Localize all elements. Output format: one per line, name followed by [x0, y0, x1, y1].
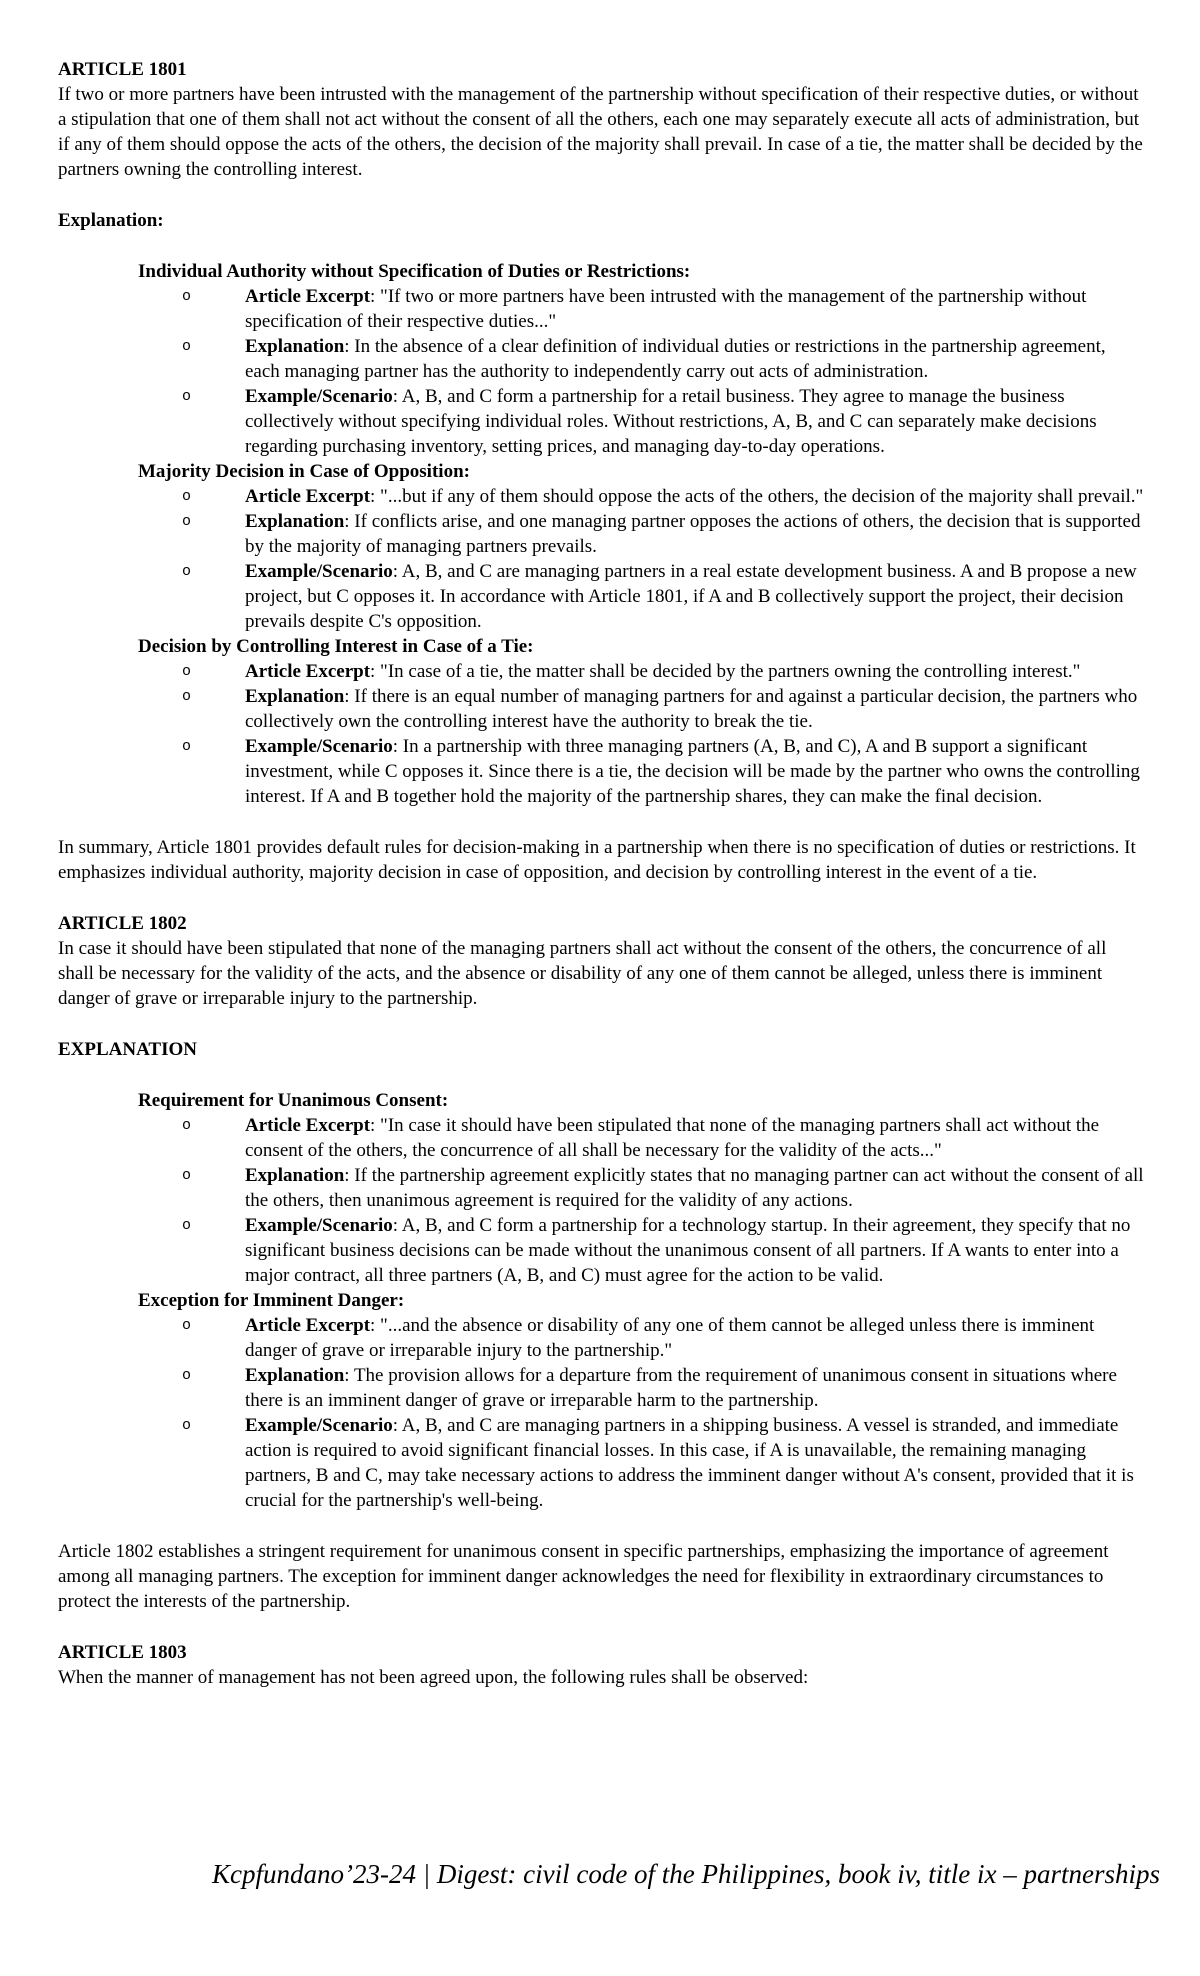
list-item: [182, 1363, 1145, 1413]
list-item-label: Example/Scenario: [245, 386, 393, 407]
article-1803-section: [58, 1640, 1145, 1690]
group-title-unanimous-consent: Requirement for Unanimous Consent:: [138, 1090, 449, 1111]
article-1803-text: When the manner of management has not been agreed upon, the following rules shall be observed:: [58, 1667, 809, 1688]
list-item-body: : In a partnership with three managing partners (A, B, and C), A and B support a significant investment, while C opposes it. Since there is a tie, the decision will be made by the partner who owns the controlling interest. If A and B together hold the majority of the partnership shares, they can make the final decision.: [245, 736, 1140, 807]
bullet-marker: o: [182, 1317, 192, 1334]
list-item: [182, 484, 1145, 509]
list-item-body: : In the absence of a clear definition of individual duties or restrictions in the partnership agreement, each managing partner has the authority to independently carry out acts of administration.: [245, 336, 1106, 382]
list-item: [182, 659, 1145, 684]
list-item: [182, 1113, 1145, 1163]
bullet-marker: o: [182, 513, 192, 530]
list-item-label: Example/Scenario: [245, 1215, 393, 1236]
article-1802-summary: Article 1802 establishes a stringent requirement for unanimous consent in specific partnerships, emphasizing the importance of agreement among all managing partners. The exception for imminent danger acknowledges the need for flexibility in extraordinary circumstances to protect the interests of the partnership.: [58, 1541, 1109, 1612]
list-item-text: [245, 1413, 1145, 1513]
list-item-text: [245, 1313, 1145, 1363]
list-item-body: : "If two or more partners have been intrusted with the management of the partnership without specification of their respective duties...": [245, 286, 1087, 332]
bullet-marker: o: [182, 563, 192, 580]
list-item-label: Explanation: [245, 511, 345, 532]
bullet-marker: o: [182, 488, 192, 505]
bullet-marker: o: [182, 288, 192, 305]
list-item-body: : A, B, and C are managing partners in a real estate development business. A and B propose a new project, but C opposes it. In accordance with Article 1801, if A and B collectively support the project, their decision prevails despite C's opposition.: [245, 561, 1137, 632]
bullet-marker: o: [182, 663, 192, 680]
list-item-label: Explanation: [245, 336, 345, 357]
list-item-body: : "...and the absence or disability of any one of them cannot be alleged unless there is imminent danger of grave or irreparable injury to the partnership.": [245, 1315, 1095, 1361]
list-item-body: : A, B, and C are managing partners in a shipping business. A vessel is stranded, and immediate action is required to avoid significant financial losses. In this case, if A is unavailable, the remaining managing partners, B and C, may take necessary actions to address the imminent danger without A's consent, provided that it is crucial for the partnership's well-being.: [245, 1415, 1134, 1511]
list-item-label: Article Excerpt: [245, 1115, 371, 1136]
list-item: [182, 509, 1145, 559]
list-item-label: Example/Scenario: [245, 736, 393, 757]
list-item-text: [245, 384, 1145, 459]
list-item-text: [245, 284, 1145, 334]
article-1802-explanation-heading: EXPLANATION: [58, 1039, 197, 1060]
article-1801-explanation-list: [58, 259, 1145, 809]
list-item: [182, 1213, 1145, 1288]
list-item: [182, 1163, 1145, 1213]
article-1803-heading: ARTICLE 1803: [58, 1642, 187, 1663]
list-item: [182, 684, 1145, 734]
footer-credit: Kcpfundano’23-24 | Digest: civil code of the Philippines, book iv, title ix – partnerships: [211, 1859, 1160, 1889]
list-item-label: Article Excerpt: [245, 486, 371, 507]
list-item-label: Example/Scenario: [245, 1415, 393, 1436]
bullet-marker: o: [182, 1167, 192, 1184]
list-item-text: [245, 684, 1145, 734]
list-item: [182, 1313, 1145, 1363]
bullet-marker: o: [182, 1367, 192, 1384]
list-item-body: : A, B, and C form a partnership for a technology startup. In their agreement, they specify that no significant business decisions can be made without the unanimous consent of all partners. If A wants to enter into a major contract, all three partners (A, B, and C) must agree for the action to be valid.: [245, 1215, 1131, 1286]
list-item-body: : "...but if any of them should oppose the acts of the others, the decision of the majority shall prevail.": [370, 486, 1144, 507]
list-item-text: [245, 659, 1145, 684]
list-item-body: : If the partnership agreement explicitly states that no managing partner can act without the consent of all the others, then unanimous agreement is required for the validity of any actions.: [245, 1165, 1144, 1211]
list-item-text: [245, 1213, 1145, 1288]
list-item-label: Article Excerpt: [245, 661, 371, 682]
list-item-text: [245, 1363, 1145, 1413]
list-item-text: [245, 559, 1145, 634]
article-1801-text: If two or more partners have been intrusted with the management of the partnership without specification of their respective duties, or without a stipulation that one of them shall not act without the consent of all the others, each one may separately execute all acts of administration, but if any of them should oppose the acts of the others, the decision of the majority shall prevail. In case of a tie, the matter shall be decided by the partners owning the controlling interest.: [58, 84, 1143, 180]
list-item-label: Explanation: [245, 1365, 345, 1386]
bullet-marker: o: [182, 688, 192, 705]
bullet-marker: o: [182, 1417, 192, 1434]
bullet-marker: o: [182, 1117, 192, 1134]
list-item-label: Explanation: [245, 1165, 345, 1186]
list-item-text: [245, 1163, 1145, 1213]
list-item: [182, 734, 1145, 809]
list-item: [182, 1413, 1145, 1513]
list-item-label: Example/Scenario: [245, 561, 393, 582]
article-1802-section: [58, 911, 1145, 1614]
article-1802-text: In case it should have been stipulated that none of the managing partners shall act without the consent of the others, the concurrence of all shall be necessary for the validity of the acts, and the absence or disability of any one of them cannot be alleged, unless there is imminent danger of grave or irreparable injury to the partnership.: [58, 938, 1107, 1009]
list-item-text: [245, 334, 1145, 384]
list-item: [182, 559, 1145, 634]
article-1802-heading: ARTICLE 1802: [58, 913, 187, 934]
bullet-marker: o: [182, 1217, 192, 1234]
list-item: [182, 334, 1145, 384]
group-title-controlling-interest: Decision by Controlling Interest in Case of a Tie:: [138, 636, 534, 657]
list-item-label: Article Excerpt: [245, 286, 371, 307]
bullet-marker: o: [182, 738, 192, 755]
article-1801-heading: ARTICLE 1801: [58, 59, 187, 80]
list-item-text: [245, 1113, 1145, 1163]
list-item-body: : "In case it should have been stipulated that none of the managing partners shall act without the consent of the others, the concurrence of all shall be necessary for the validity of the acts...": [245, 1115, 1100, 1161]
list-item-body: : The provision allows for a departure from the requirement of unanimous consent in situations where there is an imminent danger of grave or irreparable harm to the partnership.: [245, 1365, 1117, 1411]
group-title-majority-decision: Majority Decision in Case of Opposition:: [138, 461, 470, 482]
group-title-imminent-danger: Exception for Imminent Danger:: [138, 1290, 405, 1311]
list-item-label: Explanation: [245, 686, 345, 707]
group-title-individual-authority: Individual Authority without Specification of Duties or Restrictions:: [138, 261, 691, 282]
bullet-marker: o: [182, 388, 192, 405]
article-1801-explanation-heading: Explanation:: [58, 210, 164, 231]
article-1802-explanation-list: [58, 1088, 1145, 1513]
list-item-text: [245, 484, 1145, 509]
list-item-body: : A, B, and C form a partnership for a retail business. They agree to manage the business collectively without specifying individual roles. Without restrictions, A, B, and C can separately make decisions regarding purchasing inventory, setting prices, and managing day-to-day operations.: [245, 386, 1097, 457]
list-item: [182, 284, 1145, 334]
list-item-body: : If there is an equal number of managing partners for and against a particular decision, the partners who collectively own the controlling interest have the authority to break the tie.: [245, 686, 1138, 732]
list-item-body: : If conflicts arise, and one managing partner opposes the actions of others, the decision that is supported by the majority of managing partners prevails.: [245, 511, 1141, 557]
list-item-text: [245, 734, 1145, 809]
article-1801-section: [58, 57, 1145, 885]
bullet-marker: o: [182, 338, 192, 355]
list-item: [182, 384, 1145, 459]
list-item-text: [245, 509, 1145, 559]
list-item-body: : "In case of a tie, the matter shall be decided by the partners owning the controlling interest.": [370, 661, 1081, 682]
article-1801-summary: In summary, Article 1801 provides default rules for decision-making in a partnership when there is no specification of duties or restrictions. It emphasizes individual authority, majority decision in case of opposition, and decision by controlling interest in the event of a tie.: [58, 837, 1136, 883]
list-item-label: Article Excerpt: [245, 1315, 371, 1336]
